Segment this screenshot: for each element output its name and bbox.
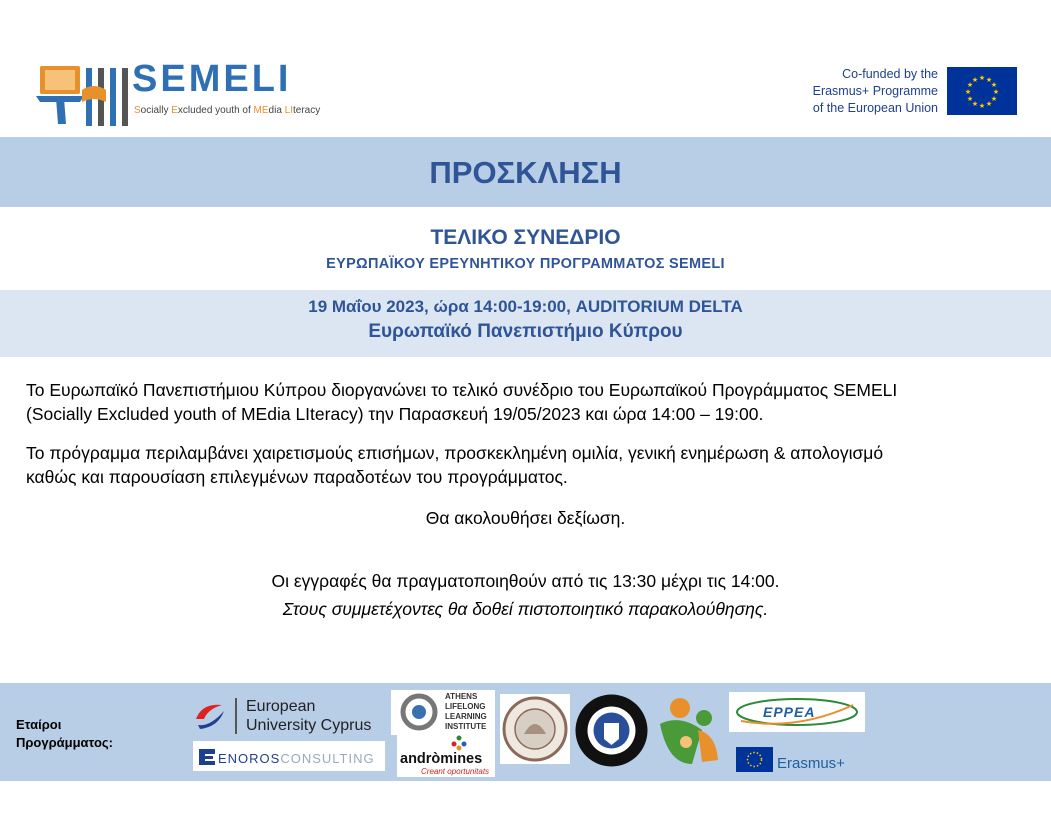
logo-title: SEMELI xyxy=(132,58,292,100)
svg-text:★: ★ xyxy=(978,74,986,82)
logo-subtitle: Socially Excluded youth of MEdia LIteracy xyxy=(134,105,321,116)
school-seal-icon xyxy=(500,694,570,764)
svg-text:★: ★ xyxy=(966,95,974,103)
family-logo-icon xyxy=(652,690,724,770)
andromines-tagline: Creant oportunitats xyxy=(421,767,490,776)
cofunded-text: Co-funded by the Erasmus+ Programme of the European Union xyxy=(812,67,938,115)
svg-text:★: ★ xyxy=(990,95,998,103)
euc-logo-icon xyxy=(192,697,228,733)
enoros-icon xyxy=(197,745,217,767)
prisons-department-seal-icon xyxy=(574,693,649,768)
svg-text:★: ★ xyxy=(971,76,979,84)
conference-title: ΤΕΛΙΚΟ ΣΥΝΕΔΡΙΟ xyxy=(430,226,621,249)
reception-text: Θα ακολουθήσει δεξίωση. xyxy=(425,508,626,528)
svg-text:★: ★ xyxy=(964,88,972,96)
euc-separator xyxy=(235,698,237,734)
svg-text:★: ★ xyxy=(978,102,986,110)
eu-flag-icon xyxy=(947,67,1017,115)
eppea-name: EPPEA xyxy=(763,704,816,720)
erasmus-flag-icon xyxy=(736,747,773,772)
venue-line: Ευρωπαϊκό Πανεπιστήμιο Κύπρου xyxy=(368,321,683,342)
registration-text: Οι εγγραφές θα πραγματοποιηθούν από τις 13:30 μέχρι τις 14:00. xyxy=(271,571,780,591)
erasmus-plus-text: Erasmus+ xyxy=(777,755,845,772)
andromines-name: andròmines xyxy=(400,751,483,767)
svg-text:★: ★ xyxy=(966,81,974,89)
intro-paragraph: Το Ευρωπαϊκό Πανεπιστήμιου Κύπρου διοργανώνει το τελικό συνέδριο του Ευρωπαϊκού Προγράμματος SEMELI (Socially Excluded youth of MEdia LIteracy) την Παρασκευή 19/05/2023 και ώρα 14:00 – 19:00. xyxy=(26,380,898,424)
athens-name: ATHENS LIFELONG LEARNING INSTITUTE xyxy=(445,692,487,731)
svg-text:★: ★ xyxy=(990,81,998,89)
date-time-line: 19 Μαΐου 2023, ώρα 14:00-19:00, AUDITORIUM DELTA xyxy=(308,297,743,316)
euc-name: European University Cyprus xyxy=(246,698,372,734)
invitation-title: ΠΡΟΣΚΛΗΣΗ xyxy=(429,155,622,190)
andromines-dots-icon xyxy=(450,735,468,751)
svg-text:★: ★ xyxy=(971,100,979,108)
conference-subtitle: ΕΥΡΩΠΑΪΚΟΥ ΕΡΕΥΝΗΤΙΚΟΥ ΠΡΟΓΡΑΜΜΑΤΟΣ SEMELI xyxy=(326,256,725,272)
svg-text:★: ★ xyxy=(985,76,993,84)
svg-text:★: ★ xyxy=(985,100,993,108)
partners-label: Εταίροι Προγράμματος: xyxy=(16,717,114,750)
program-paragraph: Το πρόγραμμα περιλαμβάνει χαιρετισμούς επισήμων, προσκεκλημένη ομιλία, γενική ενημέρωση & απολογισμό καθώς και παρουσίαση επιλεγμένων παραδοτέων του προγράμματος. xyxy=(26,443,884,487)
enoros-name: ENOROSCONSULTING xyxy=(218,751,375,766)
athens-icon xyxy=(399,693,439,731)
svg-text:★: ★ xyxy=(992,88,1000,96)
certificate-text: Στους συμμετέχοντες θα δοθεί πιστοποιητικό παρακολούθησης. xyxy=(282,599,769,619)
